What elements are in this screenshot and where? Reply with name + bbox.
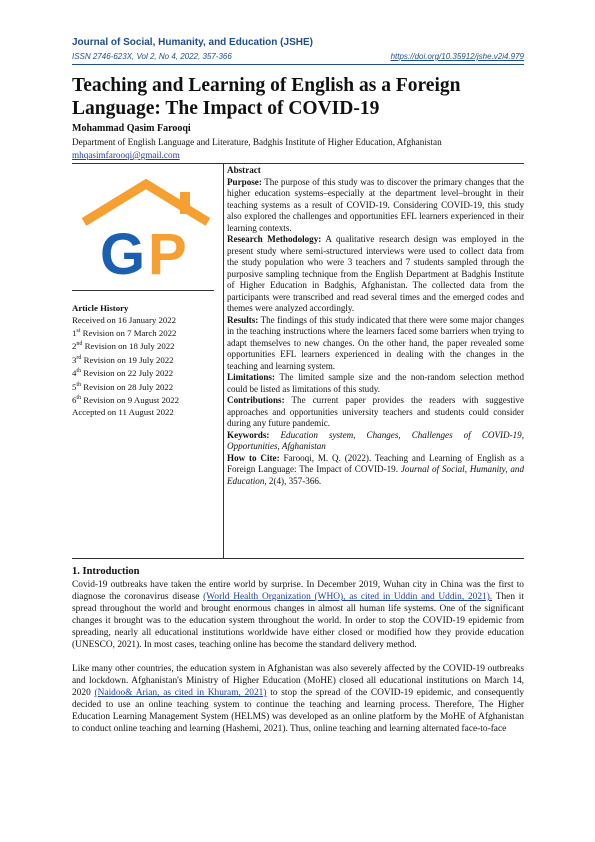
abstract-heading: Abstract <box>227 165 261 175</box>
info-box-divider <box>223 163 224 558</box>
header-rule <box>72 64 524 65</box>
citation-link-who[interactable]: (World Health Organization (WHO), as cited in Uddin and Uddin, 2021). <box>203 592 493 602</box>
introduction-body <box>72 579 524 747</box>
history-revision-4: 4th Revision on 22 July 2022 <box>72 368 174 379</box>
author-name: Mohammad Qasim Farooqi <box>72 123 191 134</box>
author-email-link[interactable]: mhqasimfarooqi@gmail.com <box>72 150 180 160</box>
author-affiliation: Department of English Language and Literature, Badghis Institute of Higher Education, Afghanistan <box>72 137 442 147</box>
history-received: Received on 16 January 2022 <box>72 314 177 325</box>
abstract-keywords: Keywords: Education system, Changes, Challenges of COVID-19, Opportunities, Afghanistan <box>227 429 524 451</box>
history-revision-5: 5th Revision on 28 July 2022 <box>72 381 174 392</box>
journal-issn-volume: ISSN 2746-623X, Vol 2, No 4, 2022, 357-366 <box>72 52 232 61</box>
article-history <box>72 303 179 418</box>
history-accepted: Accepted on 11 August 2022 <box>72 406 174 417</box>
intro-paragraph-1: Covid-19 outbreaks have taken the entire world by surprise. In December 2019, Wuhan city in China was the first to diagnose the coronavirus disease (World Health Organization (WHO), as cited in Uddin and Uddin, 2021). Then it spread throughout the world and brought enormous changes in almost all human life systems. One of the significant changes it brought was to the education system throughout the world. In order to stop the COVID-19 epidemic from spreading, nearly all educational institutions worldwide have either closed or modified how they provide education (UNESCO, 2021). In most cases, teaching online has become the standard delivery method. <box>72 580 524 650</box>
logo-letter-g: G <box>100 222 146 278</box>
doi-link[interactable]: https://doi.org/10.35912/jshe.v2i4.979 <box>390 52 524 61</box>
history-revision-1: 1st Revision on 7 March 2022 <box>72 327 177 338</box>
info-box-bottom-rule <box>72 558 524 559</box>
logo-chimney-icon <box>180 192 190 214</box>
logo-letter-p: P <box>148 222 187 278</box>
intro-paragraph-2: Like many other countries, the education system in Afghanistan was also severely affected by the COVID-19 outbreaks and lockdown. Afghanistan's Ministry of Higher Education (MoHE) closed all educational institutions on March 14, 2020 (Naidoo& Arian, as cited in Khuram, 2021) to stop the spread of the COVID-19 epidemic, and consequently decided to use an online teaching system to continue the teaching and learning process. Therefore, The Higher Education Learning Management System (HELMS) was developed as an online platform by the MoHE of Afghanistan to conduct online teaching and learning (Hashemi, 2021). Thus, online teaching and learning alternated face-to-face <box>72 664 525 734</box>
article-history-rule <box>72 290 214 291</box>
history-revision-3: 3rd Revision on 19 July 2022 <box>72 354 174 365</box>
abstract-contributions: Contributions: The current paper provides the readers with suggestive approaches and opportunities university teachers and students could consider during any future pandemic. <box>227 395 524 428</box>
paper-title: Teaching and Learning of English as a Foreign Language: The Impact of COVID-19 <box>72 75 461 119</box>
abstract-box <box>227 165 524 487</box>
history-revision-2: 2nd Revision on 18 July 2022 <box>72 341 175 352</box>
journal-title: Journal of Social, Humanity, and Education (JSHE) <box>72 37 313 48</box>
abstract-methodology: Research Methodology: A qualitative research design was employed in the present study where semi-structured interviews were used to collect data from the study population who were 3 teachers and 7 students sampled through the purposive sampling technique from the English Department at Badghis Institute of Higher Education in Badghis, Afghanistan. The collected data from the participants were transcribed and read several times and the emerged codes and themes were analyzed accordingly. <box>227 234 524 313</box>
article-history-heading: Article History <box>72 303 129 313</box>
citation-link-naidoo[interactable]: (Naidoo& Arian, as cited in Khuram, 2021) <box>94 688 267 698</box>
section-heading-introduction: 1. Introduction <box>72 566 140 577</box>
history-revision-6: 6th Revision on 9 August 2022 <box>72 395 180 406</box>
abstract-results: Results: The findings of this study indicated that there were some major changes in the teaching instructions where the learners faced some barriers when trying to adapt themselves to new changes. On the other hand, the paper revealed some opportunities EFL learners experienced in dealing with the changes in the teaching and learning system. <box>227 314 524 371</box>
info-box-top-rule <box>72 163 524 164</box>
abstract-how-to-cite: How to Cite: Farooqi, M. Q. (2022). Teaching and Learning of English as a Foreign Language: The Impact of COVID-19. Journal of Social, Humanity, and Education, 2(4), 357-366. <box>227 452 525 486</box>
abstract-purpose: Purpose: The purpose of this study was to discover the primary changes that the higher education systems–especially at the department level–brought in their teaching systems as a result of COVID-19. Considering COVID-19, this study also explored the challenges and opportunities EFL learners experienced in their learning contexts. <box>227 176 524 233</box>
abstract-limitations: Limitations: The limited sample size and the non-random selection method could be listed as limitations of this study. <box>227 372 524 394</box>
publisher-logo <box>78 178 214 278</box>
